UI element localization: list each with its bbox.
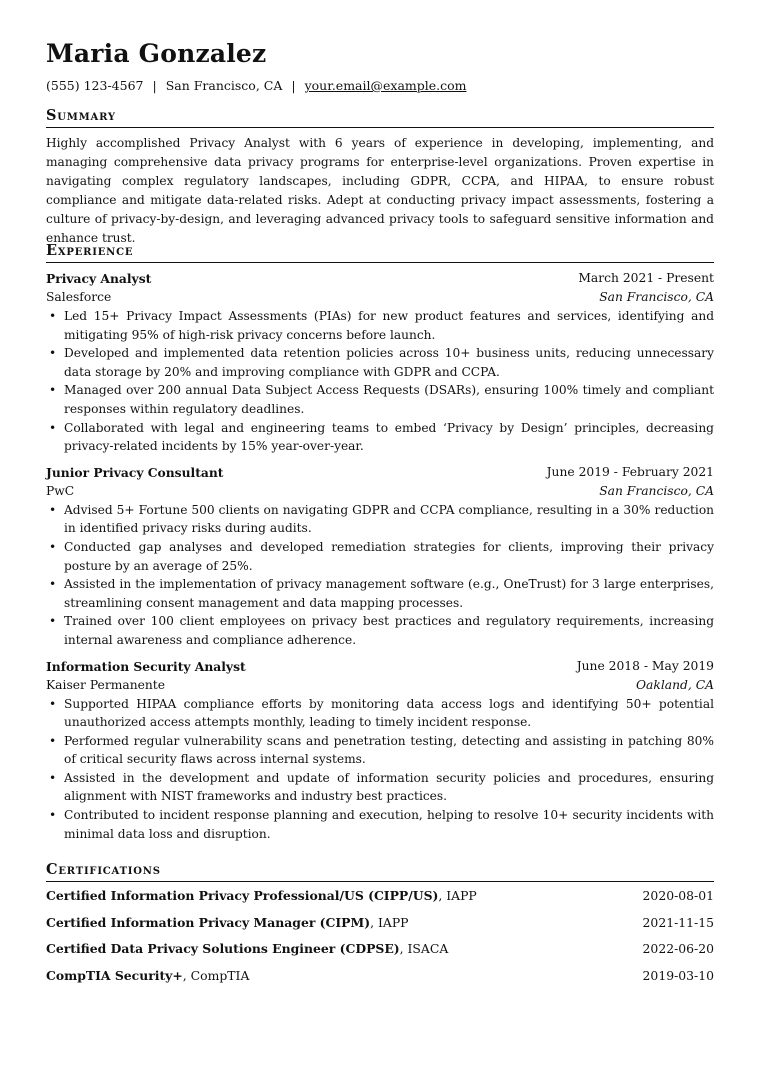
bullet-item: • Developed and implemented data retention policies across 10+ business units, reducing unnecessary data storage by 20% and improving compliance with GDPR and CCPA. xyxy=(46,344,714,381)
job-location: San Francisco, CA xyxy=(599,483,714,498)
certification-date: 2019-03-10 xyxy=(642,967,714,983)
job-bullets xyxy=(46,695,714,844)
summary-text: Highly accomplished Privacy Analyst with 6 years of experience in developing, implementing, and managing comprehensive data privacy programs for enterprise-level organizations. Proven expertise in navigating complex regulatory landscapes, including GDPR, CCPA, and HIPAA, to ensure robust compliance and mitigate data-related risks. Adept at conducting privacy impact assessments, fostering a culture of privacy-by-design, and leveraging advanced privacy tools to safeguard sensitive information and enhance trust. xyxy=(46,136,714,245)
certification-list xyxy=(46,883,714,989)
certification-row xyxy=(46,883,714,910)
bullet-item: • Conducted gap analyses and developed remediation strategies for clients, improving their privacy posture by an average of 25%. xyxy=(46,538,714,575)
company-name: Kaiser Permanente xyxy=(46,677,166,692)
bullet-item: • Led 15+ Privacy Impact Assessments (PIAs) for new product features and services, identifying and mitigating 95% of high-risk privacy concerns before launch. xyxy=(46,307,714,344)
certification-name: Certified Information Privacy Manager (CIPM) xyxy=(46,914,371,930)
certification-row xyxy=(46,936,714,963)
bullet-item: • Supported HIPAA compliance efforts by monitoring data access logs and identifying 50+ potential unauthorized access attempts monthly, leading to timely incident response. xyxy=(46,695,714,732)
job-entry xyxy=(46,463,714,650)
certification-issuer: , IAPP xyxy=(370,914,409,930)
job-dates: June 2019 - February 2021 xyxy=(546,464,714,479)
experience-section xyxy=(46,241,714,843)
job-dates: March 2021 - Present xyxy=(578,271,714,285)
certification-issuer: , CompTIA xyxy=(182,967,250,983)
certification-date: 2021-11-15 xyxy=(642,914,714,930)
experience-heading: Experience xyxy=(46,241,714,263)
job-dates: June 2018 - May 2019 xyxy=(576,658,714,673)
job-entry xyxy=(46,269,714,456)
contact-separator: | xyxy=(291,78,296,93)
job-title: Junior Privacy Consultant xyxy=(46,464,224,480)
job-bullets xyxy=(46,501,714,650)
bullet-item: • Advised 5+ Fortune 500 clients on navigating GDPR and CCPA compliance, resulting in a 30% reduction in identified privacy risks during audits. xyxy=(46,501,714,538)
certification-issuer: , ISACA xyxy=(399,941,449,956)
bullet-item: • Collaborated with legal and engineering teams to embed ‘Privacy by Design’ principles, decreasing privacy-related incidents by 15% year-over-year. xyxy=(46,419,714,456)
bullet-item: • Contributed to incident response planning and execution, helping to resolve 10+ security incidents with minimal data loss and disruption. xyxy=(46,806,714,843)
certification-row xyxy=(46,910,714,937)
certifications-heading: Certifications xyxy=(46,860,714,882)
certification-issuer: , IAPP xyxy=(438,888,477,903)
bullet-item: • Performed regular vulnerability scans and penetration testing, detecting and assisting in patching 80% of critical security flaws across internal systems. xyxy=(46,732,714,769)
job-entry xyxy=(46,657,714,844)
certification-date: 2020-08-01 xyxy=(642,888,714,903)
company-name: PwC xyxy=(46,483,75,498)
certification-name: Certified Data Privacy Solutions Engineer (CDPSE) xyxy=(46,941,400,956)
bullet-item: • Managed over 200 annual Data Subject Access Requests (DSARs), ensuring 100% timely and compliant responses within regulatory deadlines. xyxy=(46,381,714,418)
contact-separator: | xyxy=(152,78,157,93)
certification-row xyxy=(46,963,714,990)
summary-section xyxy=(46,106,714,248)
bullet-item: • Assisted in the implementation of privacy management software (e.g., OneTrust) for 3 large enterprises, streamlining consent management and data mapping processes. xyxy=(46,575,714,612)
certification-name: Certified Information Privacy Professional/US (CIPP/US) xyxy=(46,888,439,903)
certifications-section xyxy=(46,860,714,989)
job-location: Oakland, CA xyxy=(635,677,714,692)
location-text: San Francisco, CA xyxy=(165,78,283,93)
email-link[interactable]: your.email@example.com xyxy=(304,78,467,93)
company-name: Salesforce xyxy=(46,290,112,304)
bullet-item: • Trained over 100 client employees on privacy best practices and regulatory requirements, increasing internal awareness and compliance adherence. xyxy=(46,612,714,649)
job-title: Privacy Analyst xyxy=(46,271,152,286)
job-title: Information Security Analyst xyxy=(46,658,246,674)
job-bullets xyxy=(46,307,714,456)
job-location: San Francisco, CA xyxy=(599,290,714,304)
summary-heading: Summary xyxy=(46,106,714,128)
certification-date: 2022-06-20 xyxy=(642,941,714,956)
certification-name: CompTIA Security+ xyxy=(46,967,183,983)
candidate-name: Maria Gonzalez xyxy=(46,39,267,68)
contact-line xyxy=(46,77,467,95)
bullet-item: • Assisted in the development and update of information security policies and procedures, ensuring alignment with NIST frameworks and industry best practices. xyxy=(46,769,714,806)
phone-number: (555) 123-4567 xyxy=(46,78,144,93)
